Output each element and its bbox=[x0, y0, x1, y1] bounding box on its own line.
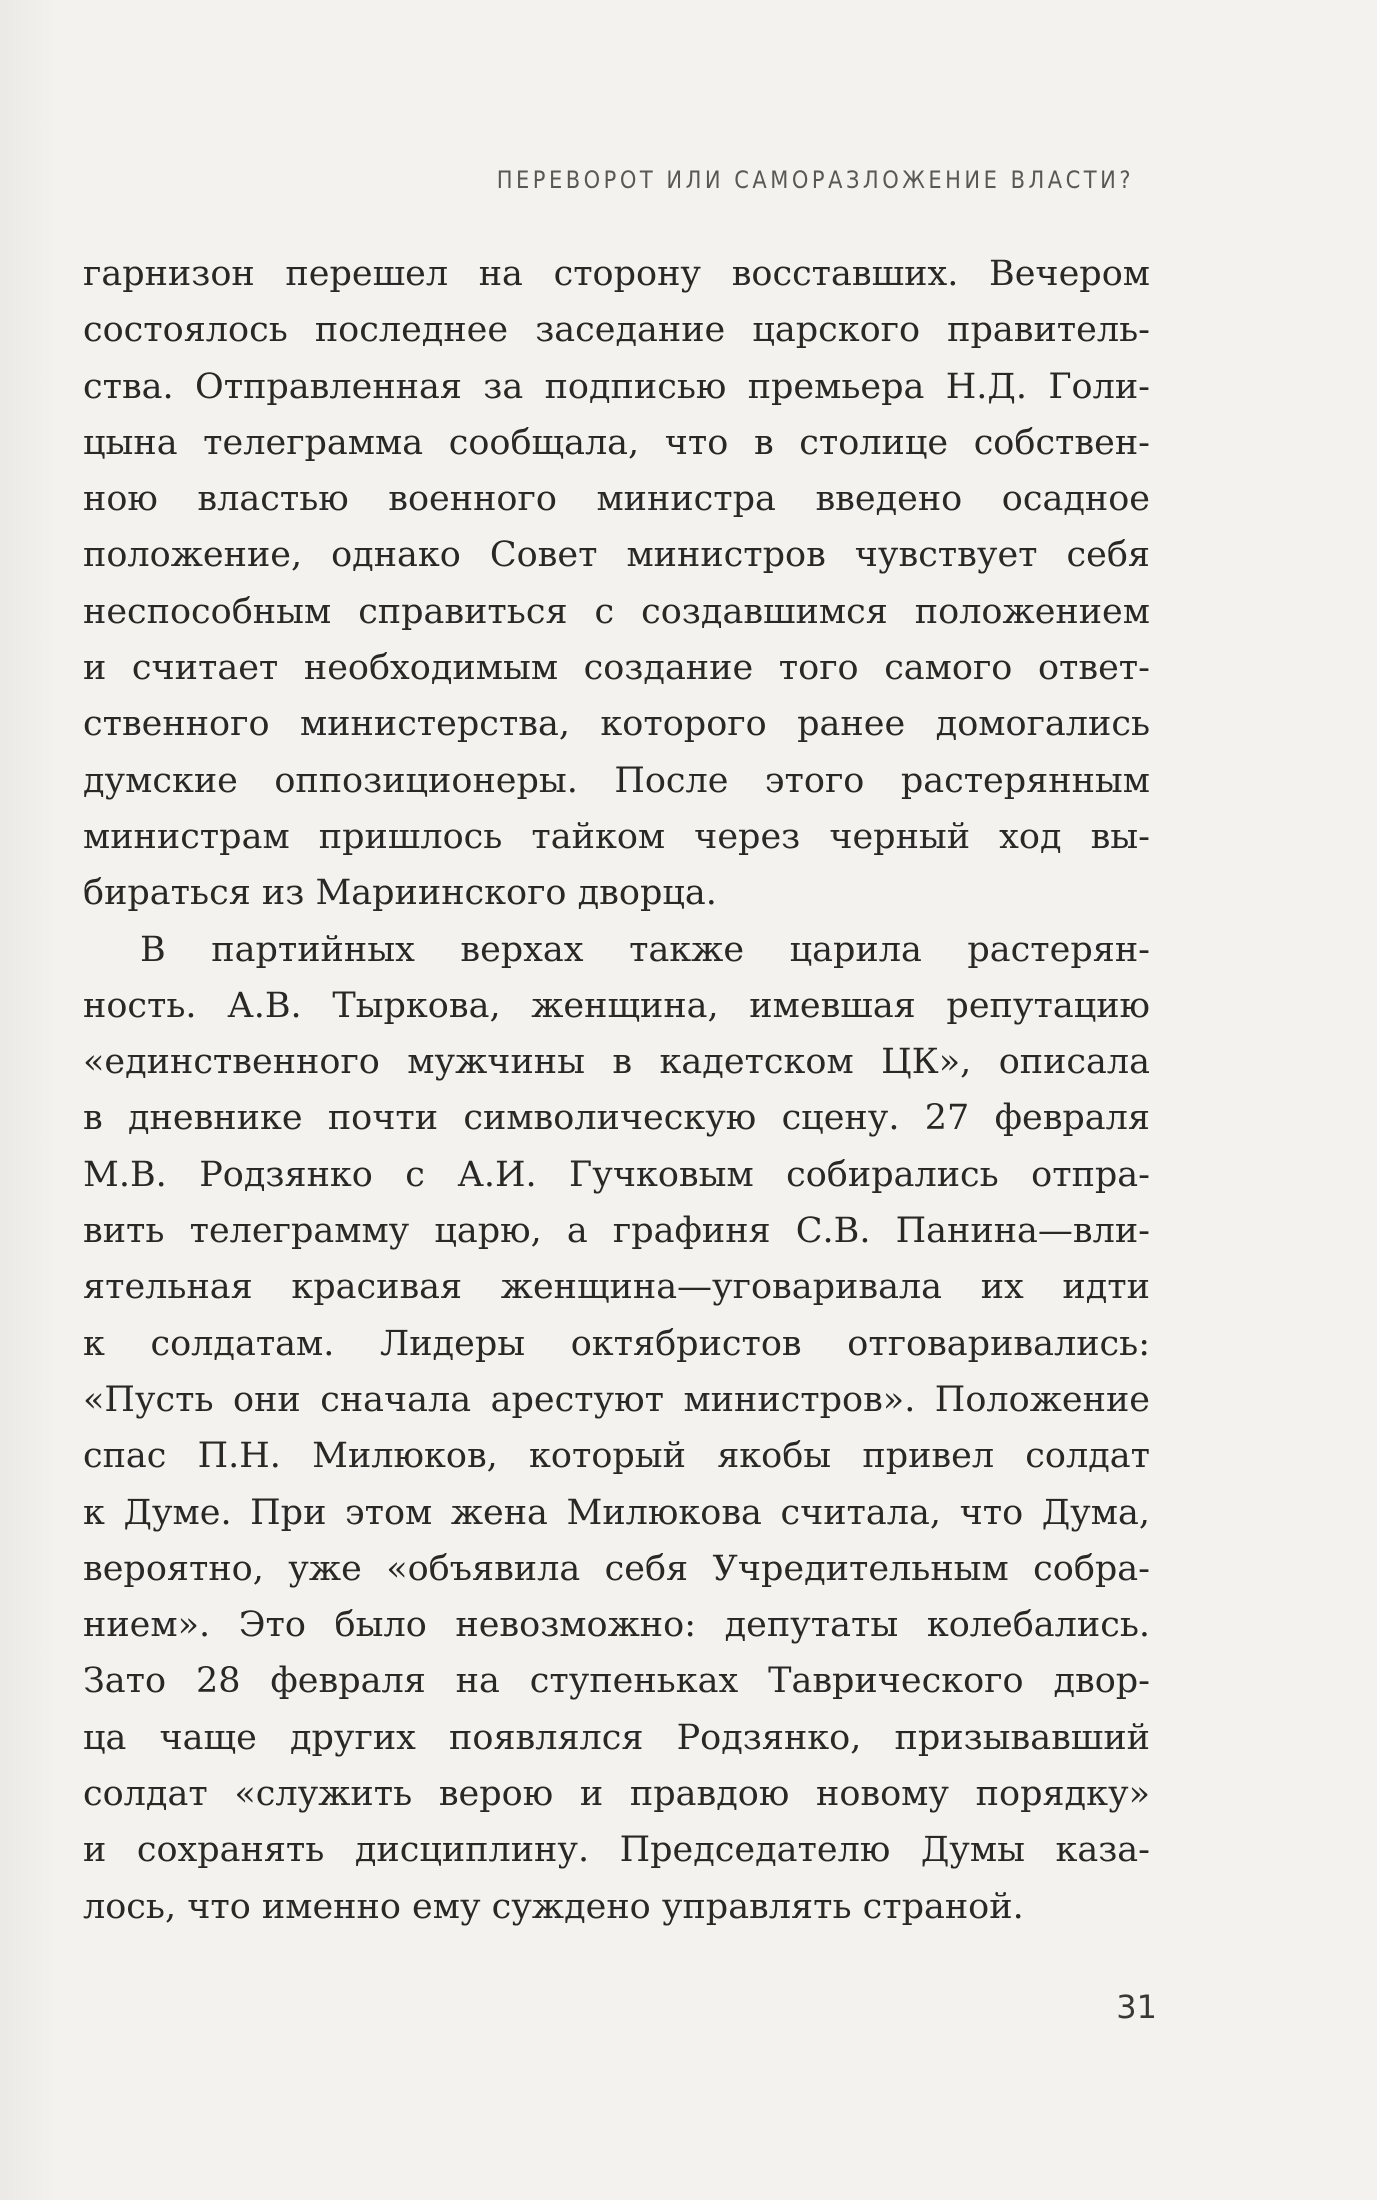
text-line: в дневнике почти символическую сцену. 27 февраля bbox=[83, 1098, 1150, 1139]
text-line: цына телеграмма сообщала, что в столице собствен- bbox=[83, 422, 1150, 463]
text-line: «единственного мужчины в кадетском ЦК», описала bbox=[83, 1042, 1150, 1083]
page-number: 31 bbox=[1116, 1988, 1157, 2026]
text-line: ность. А.В. Тыркова, женщина, имевшая репутацию bbox=[83, 985, 1150, 1026]
text-line: ства. Отправленная за подписью премьера Н.Д. Голи- bbox=[83, 366, 1150, 407]
text-line: ятельная красивая женщина—уговаривала их идти bbox=[83, 1267, 1150, 1308]
text-line: положение, однако Совет министров чувствует себя bbox=[83, 535, 1150, 576]
text-line: бираться из Мариинского дворца. bbox=[83, 873, 717, 914]
text-line: вероятно, уже «объявила себя Учредительным собра- bbox=[83, 1548, 1150, 1589]
text-line: вить телеграмму царю, а графиня С.В. Панина—вли- bbox=[83, 1211, 1150, 1252]
running-head: ПЕРЕВОРОТ ИЛИ САМОРАЗЛОЖЕНИЕ ВЛАСТИ? bbox=[496, 166, 1134, 194]
text-line: министрам пришлось тайком через черный ход вы- bbox=[83, 816, 1150, 857]
body-text bbox=[83, 246, 1150, 1935]
text-line: и считает необходимым создание того самого ответ- bbox=[83, 648, 1150, 689]
text-line: Зато 28 февраля на ступеньках Таврического двор- bbox=[83, 1661, 1150, 1702]
text-line: солдат «служить верою и правдою новому порядку» bbox=[83, 1774, 1150, 1815]
text-line: состоялось последнее заседание царского правитель- bbox=[83, 310, 1150, 351]
text-line: к солдатам. Лидеры октябристов отговаривались: bbox=[83, 1323, 1150, 1364]
text-line: В партийных верхах также царила растерян- bbox=[140, 929, 1150, 970]
text-line: гарнизон перешел на сторону восставших. Вечером bbox=[83, 254, 1150, 294]
text-line: к Думе. При этом жена Милюкова считала, что Дума, bbox=[83, 1492, 1150, 1533]
text-line: ною властью военного министра введено осадное bbox=[83, 479, 1150, 520]
text-line: ственного министерства, которого ранее домогались bbox=[83, 704, 1150, 745]
text-line: неспособным справиться с создавшимся положением bbox=[83, 591, 1150, 632]
text-line: спас П.Н. Милюков, который якобы привел солдат bbox=[83, 1436, 1150, 1477]
text-line: «Пусть они сначала арестуют министров». Положение bbox=[83, 1379, 1150, 1420]
text-line: ца чаще других появлялся Родзянко, призывавший bbox=[83, 1717, 1150, 1758]
text-line: и сохранять дисциплину. Председателю Думы каза- bbox=[83, 1830, 1150, 1871]
text-line: нием». Это было невозможно: депутаты колебались. bbox=[83, 1605, 1150, 1646]
text-line: думские оппозиционеры. После этого растерянным bbox=[83, 760, 1150, 801]
text-line: М.В. Родзянко с А.И. Гучковым собирались отпра- bbox=[83, 1154, 1150, 1195]
text-line: лось, что именно ему суждено управлять страной. bbox=[83, 1886, 1024, 1927]
